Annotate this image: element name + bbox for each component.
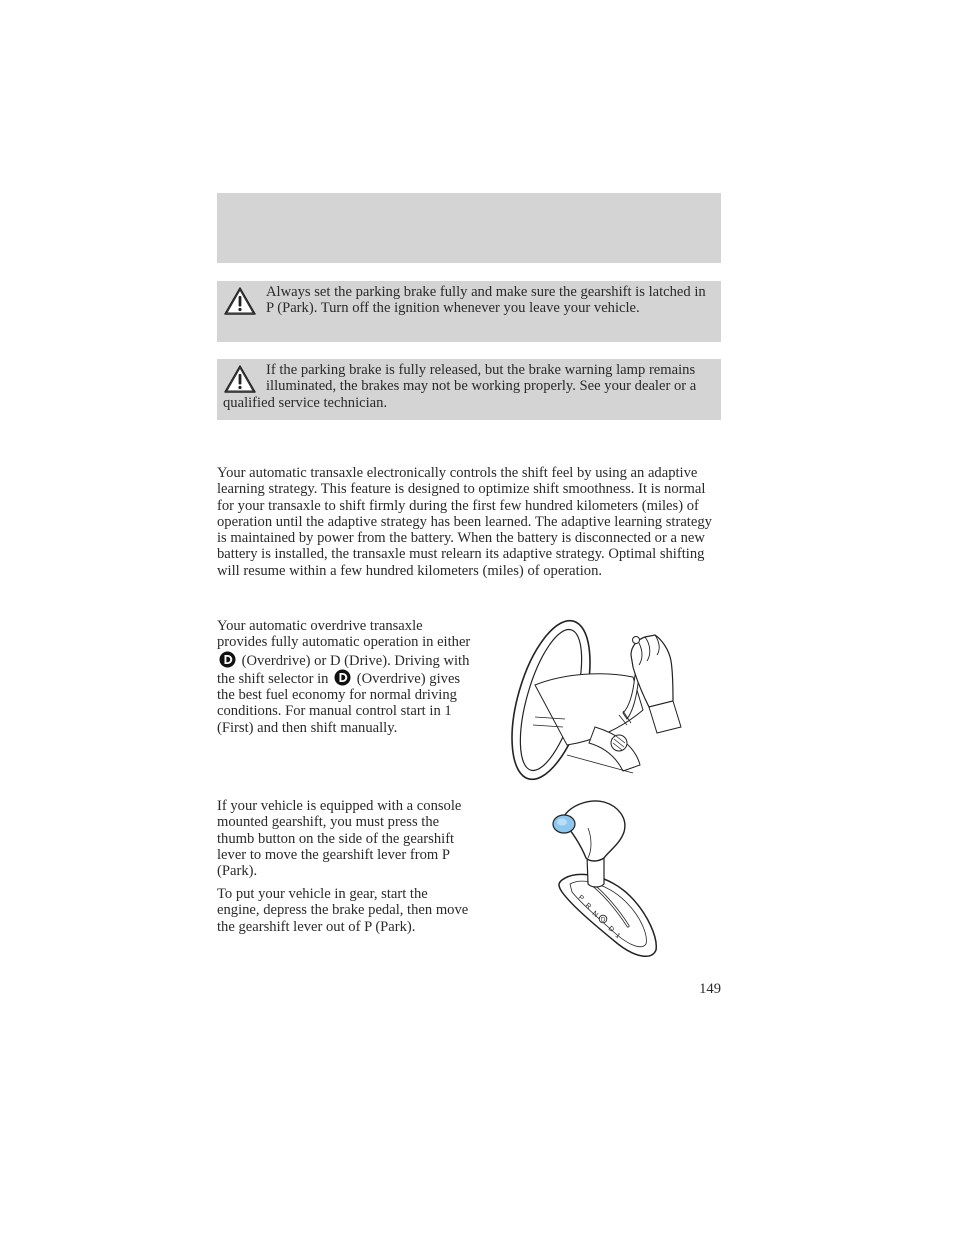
warning-box-brake-lamp: [217, 359, 721, 420]
warning-triangle-icon: [223, 286, 257, 316]
steering-column-shifter-illustration: [505, 615, 690, 787]
adaptive-learning-paragraph: Your automatic transaxle electronically controls the shift feel by using an adaptive learning strategy. This feature is designed to optimize shift smoothness. It is normal for your transaxle to shift firmly during the first few hundred kilometers (miles) of operation until the adaptive strategy has been learned. The adaptive learning strategy is maintained by power from the battery. When the battery is disconnected or a new battery is installed, the transaxle must relearn its adaptive strategy. Optimal shifting will resume within a few hundred kilometers (miles) of operation.: [217, 465, 712, 579]
gate-letter-d: D: [606, 925, 616, 934]
warning-text: If the parking brake is fully released, but the brake warning lamp remains illuminated, the brakes may not be working properly. See your dealer or a qualified service technician.: [223, 362, 697, 411]
warning-box-parking: [217, 281, 721, 342]
gate-letter-n: N: [590, 910, 600, 919]
overdrive-text-3: (Overdrive) gives the best fuel economy for normal driving conditions. For manual control start in 1 (First) and then shift manually.: [217, 670, 461, 736]
warning-triangle-icon: [223, 364, 257, 394]
gate-letter-1: 1: [613, 932, 622, 941]
gate-letter-overdrive: D: [601, 917, 606, 924]
overdrive-d-icon: [334, 669, 351, 686]
overdrive-d-icon: [219, 651, 236, 668]
gate-letter-p: P: [576, 894, 585, 903]
warning-text: Always set the parking brake fully and make sure the gearshift is latched in P (Park). Turn off the ignition whenever you leave your vehicle.: [266, 284, 706, 317]
section-header-band: [217, 193, 721, 263]
gate-letter-r: R: [583, 902, 593, 911]
console-gearshift-paragraph: If your vehicle is equipped with a console mounted gearshift, you must press the thumb button on the side of the gearshift lever to move the gearshift lever from P (Park).: [217, 798, 462, 880]
put-in-gear-paragraph: To put your vehicle in gear, start the engine, depress the brake pedal, then move the gearshift lever out of P (Park).: [217, 886, 469, 935]
overdrive-text-1: Your automatic overdrive transaxle provides fully automatic operation in either: [217, 618, 471, 651]
overdrive-paragraph: [217, 618, 473, 736]
page-number: 149: [699, 981, 721, 997]
overdrive-text-2: (Overdrive) or D (Drive). Driving with the shift selector in: [217, 652, 470, 687]
console-gearshift-illustration: [548, 798, 663, 960]
